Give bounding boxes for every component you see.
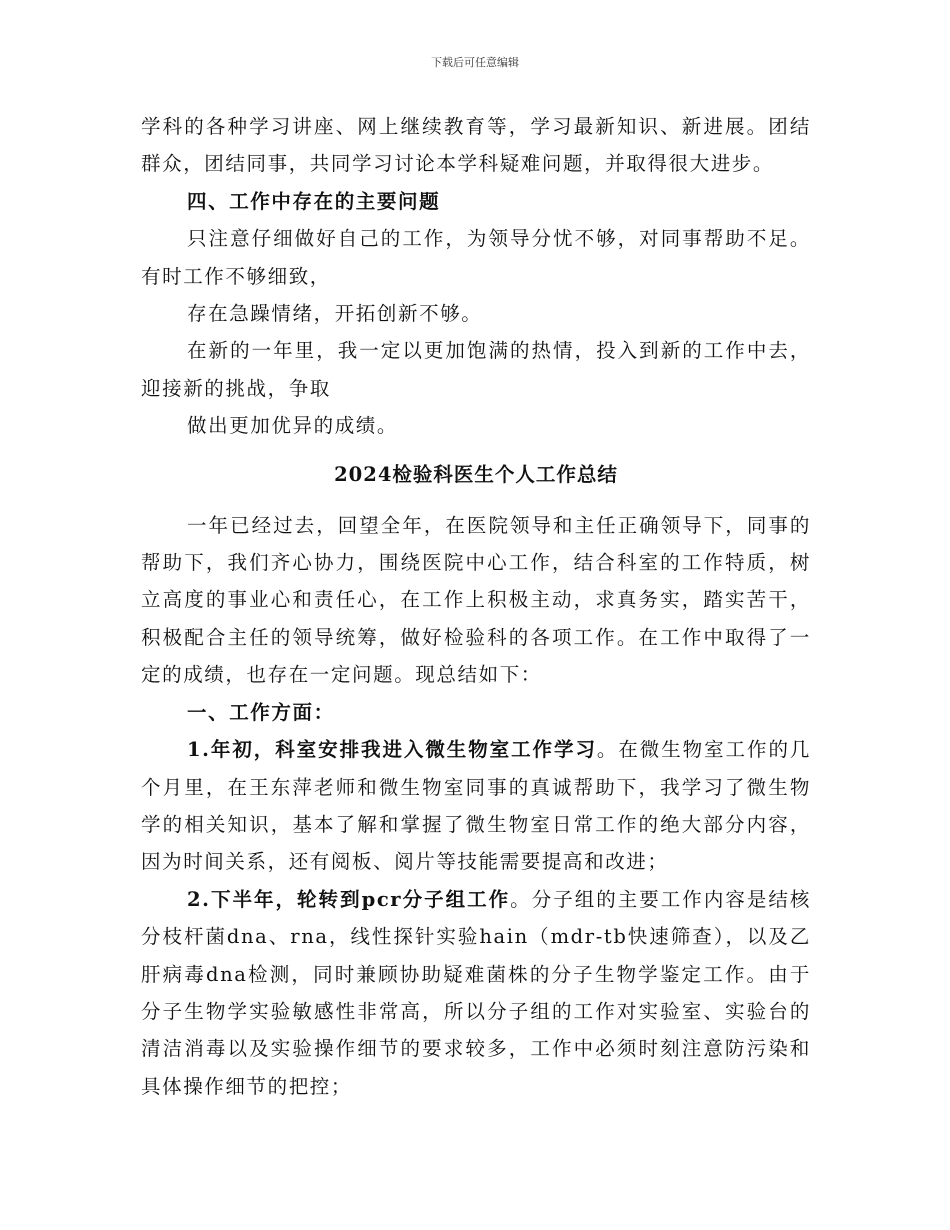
section-heading-work: 一、工作方面：	[187, 700, 335, 724]
list-item-2-lead: 2.下半年，轮转到pcr分子组工作	[187, 887, 511, 911]
paragraph-intro: 一年已经过去，回望全年，在医院领导和主任正确领导下，同事的帮助下，我们齐心协力，围绕医院中心工作，结合科室的工作特质，树立高度的事业心和责任心，在工作上积极主动，求真务实，踏实苦干，积极配合主任的领导统筹，做好检验科的各项工作。在工作中取得了一定的成绩，也存在一定问题。现总结如下：	[141, 513, 811, 687]
list-item-1	[141, 731, 811, 881]
section-heading-problems: 四、工作中存在的主要问题	[187, 189, 441, 213]
list-item-2-text: 。分子组的主要工作内容是结核分枝杆菌dna、rna，线性探针实验hain（mdr-tb快速筛查），以及乙肝病毒dna检测，同时兼顾协助疑难菌株的分子生物学鉴定工作。由于分子生物学实验敏感性非常高，所以分子组的工作对实验室、实验台的清洁消毒以及实验操作细节的要求较多，工作中必须时刻注意防污染和具体操作细节的把控；	[141, 887, 811, 1098]
paragraph-new-year: 在新的一年里，我一定以更加饱满的热情，投入到新的工作中去，迎接新的挑战，争取	[141, 339, 811, 400]
list-item-1-lead: 1.年初，科室安排我进入微生物室工作学习	[187, 738, 597, 762]
document-title: 2024检验科医生个人工作总结	[334, 462, 618, 486]
document-body	[141, 108, 811, 1105]
list-item-1-text: 。在微生物室工作的几个月里，在王东萍老师和微生物室同事的真诚帮助下，我学习了微生物学的相关知识，基本了解和掌握了微生物室日常工作的绝大部分内容，因为时间关系，还有阅板、阅片等技能需要提高和改进；	[141, 738, 811, 874]
list-item-2	[141, 881, 811, 1105]
paragraph-new-year-2: 做出更加优异的成绩。	[187, 414, 399, 438]
paragraph-problems: 只注意仔细做好自己的工作，为领导分忧不够，对同事帮助不足。有时工作不够细致，	[141, 227, 811, 288]
paragraph-continued: 学科的各种学习讲座、网上继续教育等，学习最新知识、新进展。团结群众，团结同事，共同学习讨论本学科疑难问题，并取得很大进步。	[141, 115, 811, 176]
paragraph-problems-2: 存在急躁情绪，开拓创新不够。	[187, 302, 483, 326]
page-header: 下载后可任意编辑	[431, 56, 519, 69]
